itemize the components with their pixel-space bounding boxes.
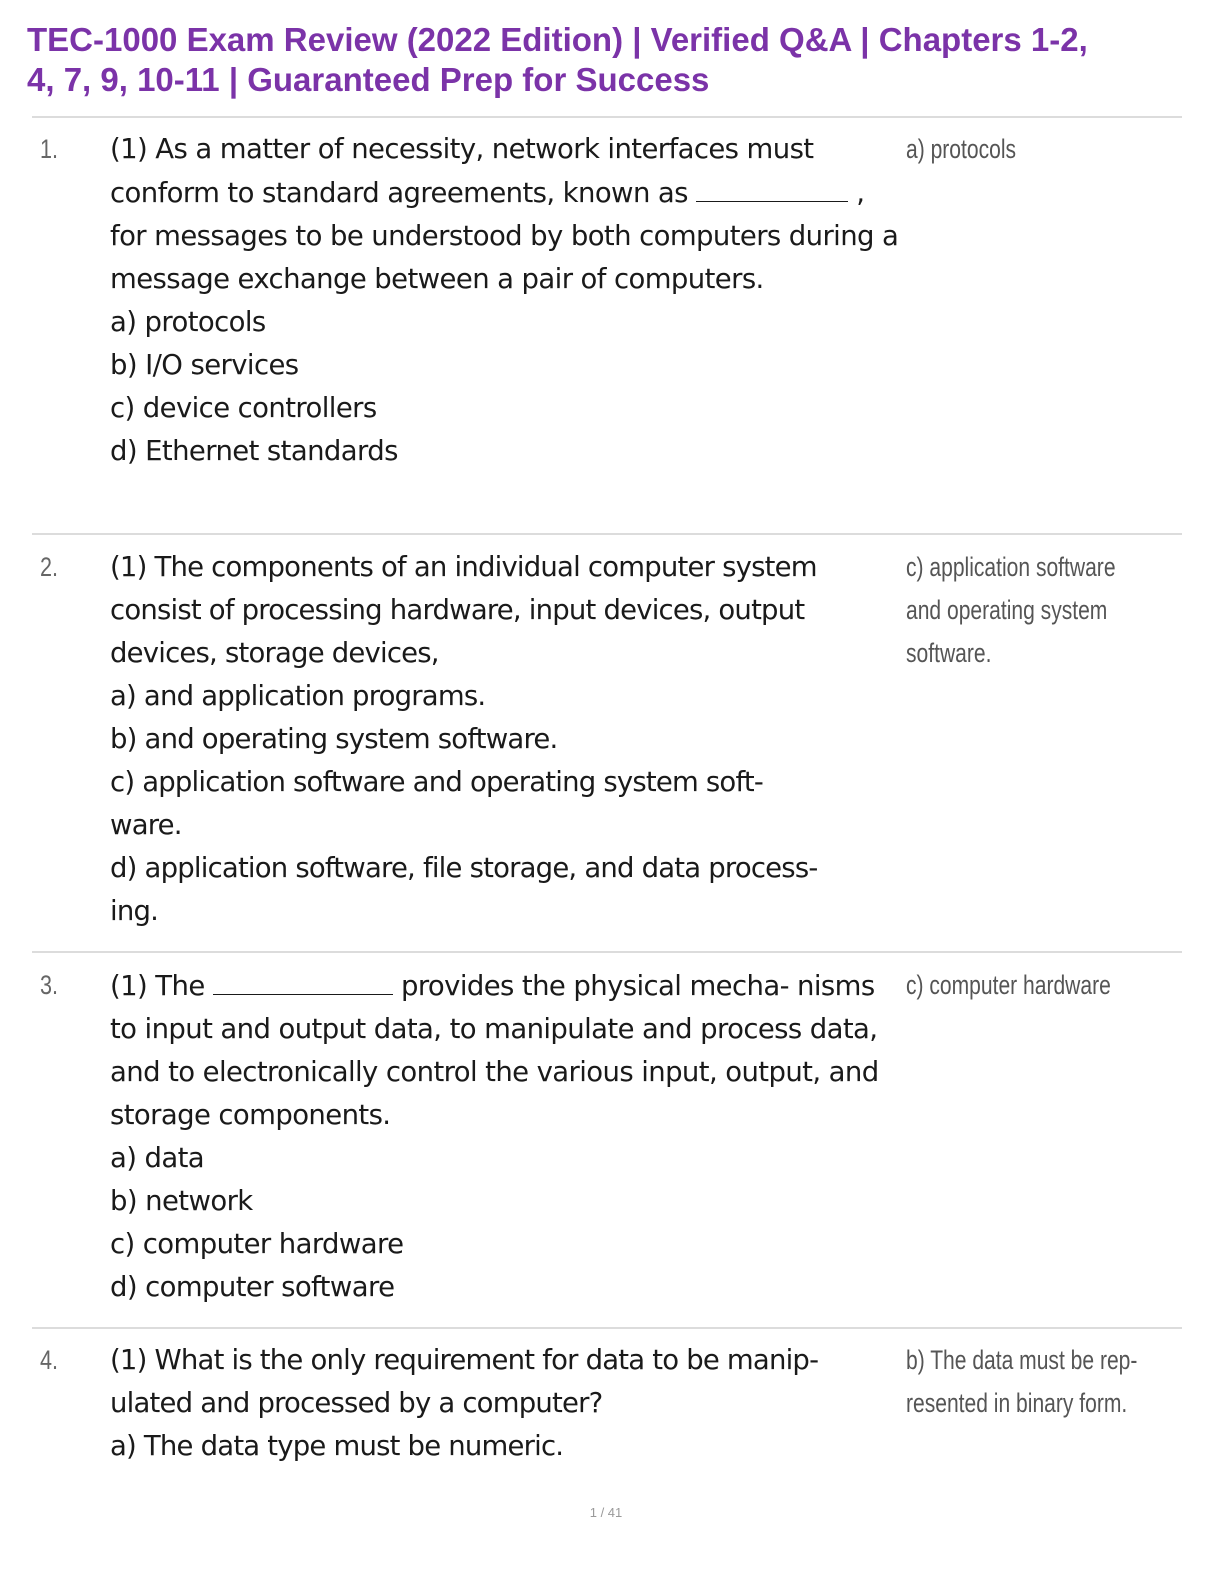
question-stem: (1) The provides the physical mecha- nisms to input and output data, to manipulate and process data, and to electronically control the various input, output, and storage components.	[110, 964, 900, 1137]
option: ware.	[110, 809, 182, 841]
question-body	[110, 128, 900, 473]
option: c) computer hardware	[110, 1228, 404, 1260]
option: b) I/O services	[110, 349, 299, 381]
question-body	[110, 1339, 910, 1468]
option: b) and operating system software.	[110, 723, 558, 755]
divider	[32, 951, 1182, 953]
divider	[32, 116, 1182, 118]
question-stem-line: ulated and processed by a computer?	[110, 1387, 603, 1419]
answer-key: b) The data must be rep- resented in binary form.	[906, 1345, 1138, 1418]
question-body	[110, 964, 900, 1309]
divider	[32, 1327, 1182, 1329]
question-stem-line: (1) What is the only requirement for data to be manip-	[110, 1344, 819, 1376]
page-title-line1: TEC-1000 Exam Review (2022 Edition) | Verified Q&A | Chapters 1-2,	[27, 21, 1088, 58]
question-body	[110, 546, 910, 933]
option: a) The data type must be numeric.	[110, 1430, 564, 1462]
answer-blank	[696, 171, 848, 202]
option: a) data	[110, 1142, 205, 1174]
page-title-line2: 4, 7, 9, 10-11 | Guaranteed Prep for Success	[27, 61, 710, 98]
option: d) Ethernet standards	[110, 435, 398, 467]
question-number: 3.	[40, 970, 59, 1000]
answer-key: c) computer hardware	[906, 970, 1111, 1000]
option: b) network	[110, 1185, 253, 1217]
question-stem: (1) The components of an individual computer system consist of processing hardware, input devices, output devices, storage devices,	[110, 551, 817, 669]
divider	[32, 533, 1182, 535]
option: c) device controllers	[110, 392, 377, 424]
page-indicator: 1 / 41	[589, 1505, 623, 1520]
option: c) application software and operating system soft-	[110, 766, 763, 798]
option: d) application software, file storage, and data process-	[110, 852, 818, 884]
option: a) and application programs.	[110, 680, 486, 712]
answer-key: a) protocols	[906, 134, 1017, 164]
question-number: 1.	[40, 134, 59, 164]
question-number: 2.	[40, 552, 59, 582]
question-stem: (1) As a matter of necessity, network interfaces must conform to standard agreements, known as , for messages to be understood by both computers during a message exchange between a pair of computers.	[110, 133, 899, 295]
option: ing.	[110, 895, 159, 927]
answer-key: c) application software and operating system software.	[906, 552, 1116, 668]
page-title	[27, 20, 1197, 100]
option: a) protocols	[110, 306, 266, 338]
answer-blank	[213, 964, 393, 995]
option: d) computer software	[110, 1271, 395, 1303]
question-number: 4.	[40, 1345, 59, 1375]
